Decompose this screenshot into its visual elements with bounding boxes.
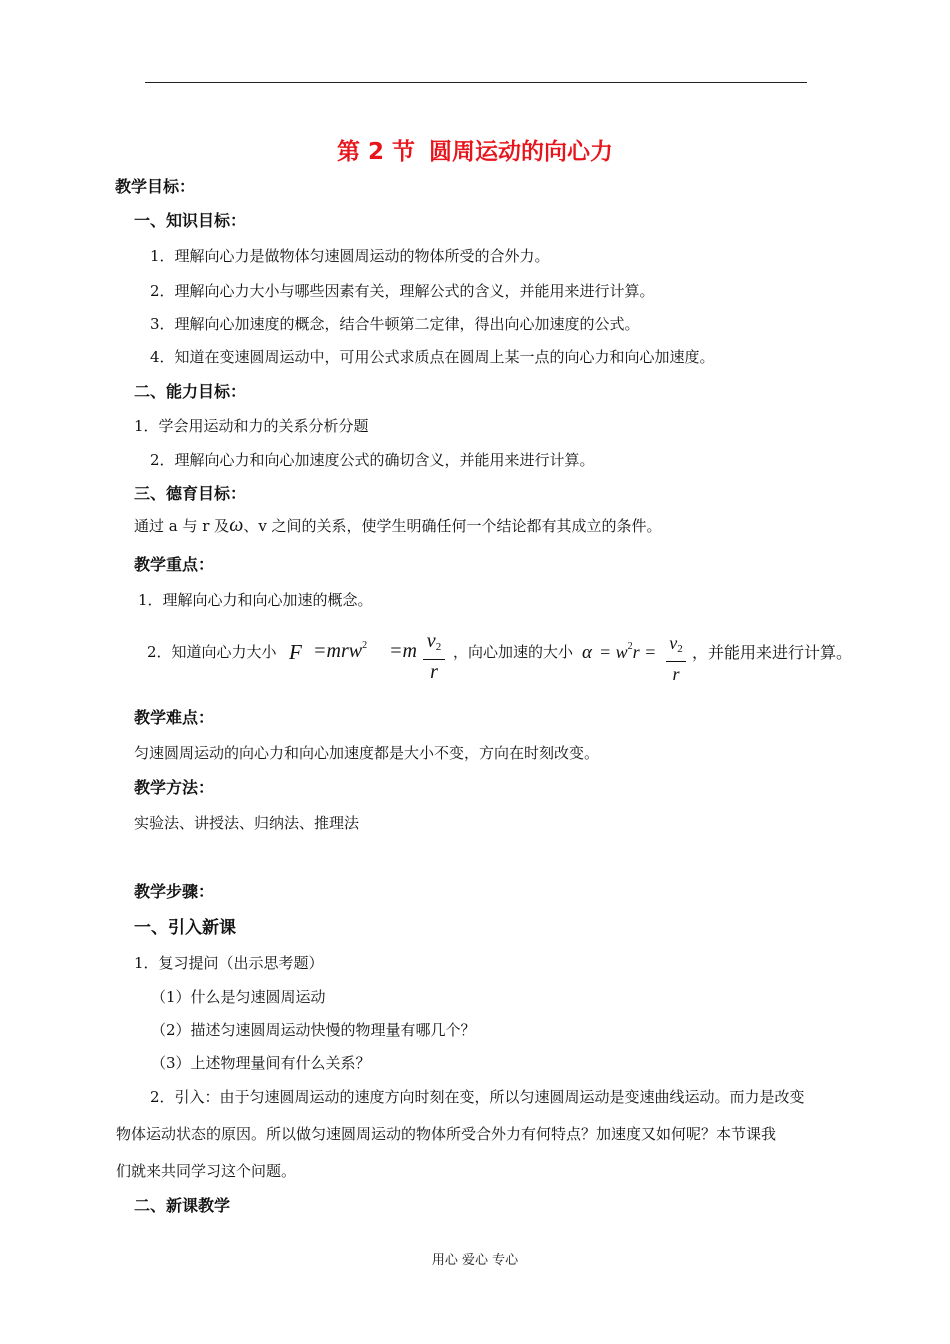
new-lesson-heading: 二、新课教学	[134, 1196, 231, 1215]
knowledge-item-2: 2．理解向心力大小与哪些因素有关，理解公式的含义，并能用来进行计算。	[150, 282, 655, 300]
knowledge-item-4: 4．知道在变速圆周运动中，可用公式求质点在圆周上某一点的向心力和向心加速度。	[150, 348, 715, 366]
intro-heading: 一、引入新课	[134, 918, 236, 938]
page-footer: 用心 爱心 专心	[431, 1253, 519, 1268]
intro-item-2-line-1: 2．引入：由于匀速圆周运动的速度方向时刻在变，所以匀速圆周运动是变速曲线运动。而力是改变	[150, 1088, 805, 1106]
knowledge-item-3: 3．理解向心加速度的概念，结合牛顿第二定律，得出向心加速度的公式。	[150, 315, 640, 333]
force-eq-part1: =mrw$^2$	[313, 640, 368, 662]
key-item-2-suffix: ，并能用来进行计算。	[692, 643, 853, 662]
difficulty-text: 匀速圆周运动的向心力和向心加速度都是大小不变，方向在时刻改变。	[134, 744, 600, 762]
title-text: 圆周运动的向心力	[429, 139, 614, 165]
method-heading: 教学方法：	[134, 778, 215, 797]
force-symbol: F	[289, 640, 302, 664]
difficulty-heading: 教学难点：	[134, 708, 215, 727]
ability-item-1: 1．学会用运动和力的关系分析分题	[134, 417, 369, 435]
intro-item-1: 1．复习提问（出示思考题）	[134, 954, 324, 972]
steps-heading: 教学步骤：	[134, 882, 215, 901]
moral-text-a: 通过 a 与 r 及	[134, 517, 230, 535]
accel-symbol: α	[582, 642, 592, 663]
accel-fraction: $v_2$ r	[666, 632, 686, 685]
intro-item-2-line-3: 们就来共同学习这个问题。	[116, 1162, 297, 1180]
goals-heading: 教学目标：	[115, 177, 196, 196]
intro-sub-1: （1）什么是匀速圆周运动	[151, 988, 326, 1006]
key-item-2-middle: ，向心加速的大小	[453, 643, 574, 661]
title-section-number: 第 2 节	[336, 139, 416, 165]
knowledge-item-1: 1．理解向心力是做物体匀速圆周运动的物体所受的合外力。	[150, 247, 550, 265]
key-item-1: 1．理解向心力和向心加速的概念。	[138, 591, 373, 609]
moral-text	[134, 515, 662, 536]
intro-sub-2: （2）描述匀速圆周运动快慢的物理量有哪几个？	[151, 1021, 476, 1039]
ability-item-2: 2．理解向心力和向心加速度公式的确切含义，并能用来进行计算。	[150, 451, 595, 469]
key-heading: 教学重点：	[134, 555, 215, 574]
ability-heading: 二、能力目标：	[134, 382, 247, 401]
method-text: 实验法、讲授法、归纳法、推理法	[134, 814, 360, 832]
page-title	[0, 133, 950, 166]
knowledge-heading: 一、知识目标：	[134, 211, 247, 230]
force-fraction: $v_2$ r	[423, 630, 445, 683]
intro-sub-3: （3）上述物理量间有什么关系？	[151, 1054, 371, 1072]
force-eq-part2: =m	[389, 640, 417, 662]
header-rule	[145, 82, 807, 83]
moral-text-b: 、v 之间的关系，使学生明确任何一个结论都有其成立的条件。	[243, 517, 662, 535]
key-item-2-prefix: 2．知道向心力大小	[147, 643, 277, 661]
moral-heading: 三、德育目标：	[134, 484, 247, 503]
accel-eq-part1: = $w^2r$ =	[599, 641, 657, 662]
omega-symbol: ω	[229, 514, 244, 536]
intro-item-2-line-2: 物体运动状态的原因。所以做匀速圆周运动的物体所受合外力有何特点？加速度又如何呢？本节课我	[116, 1125, 777, 1143]
